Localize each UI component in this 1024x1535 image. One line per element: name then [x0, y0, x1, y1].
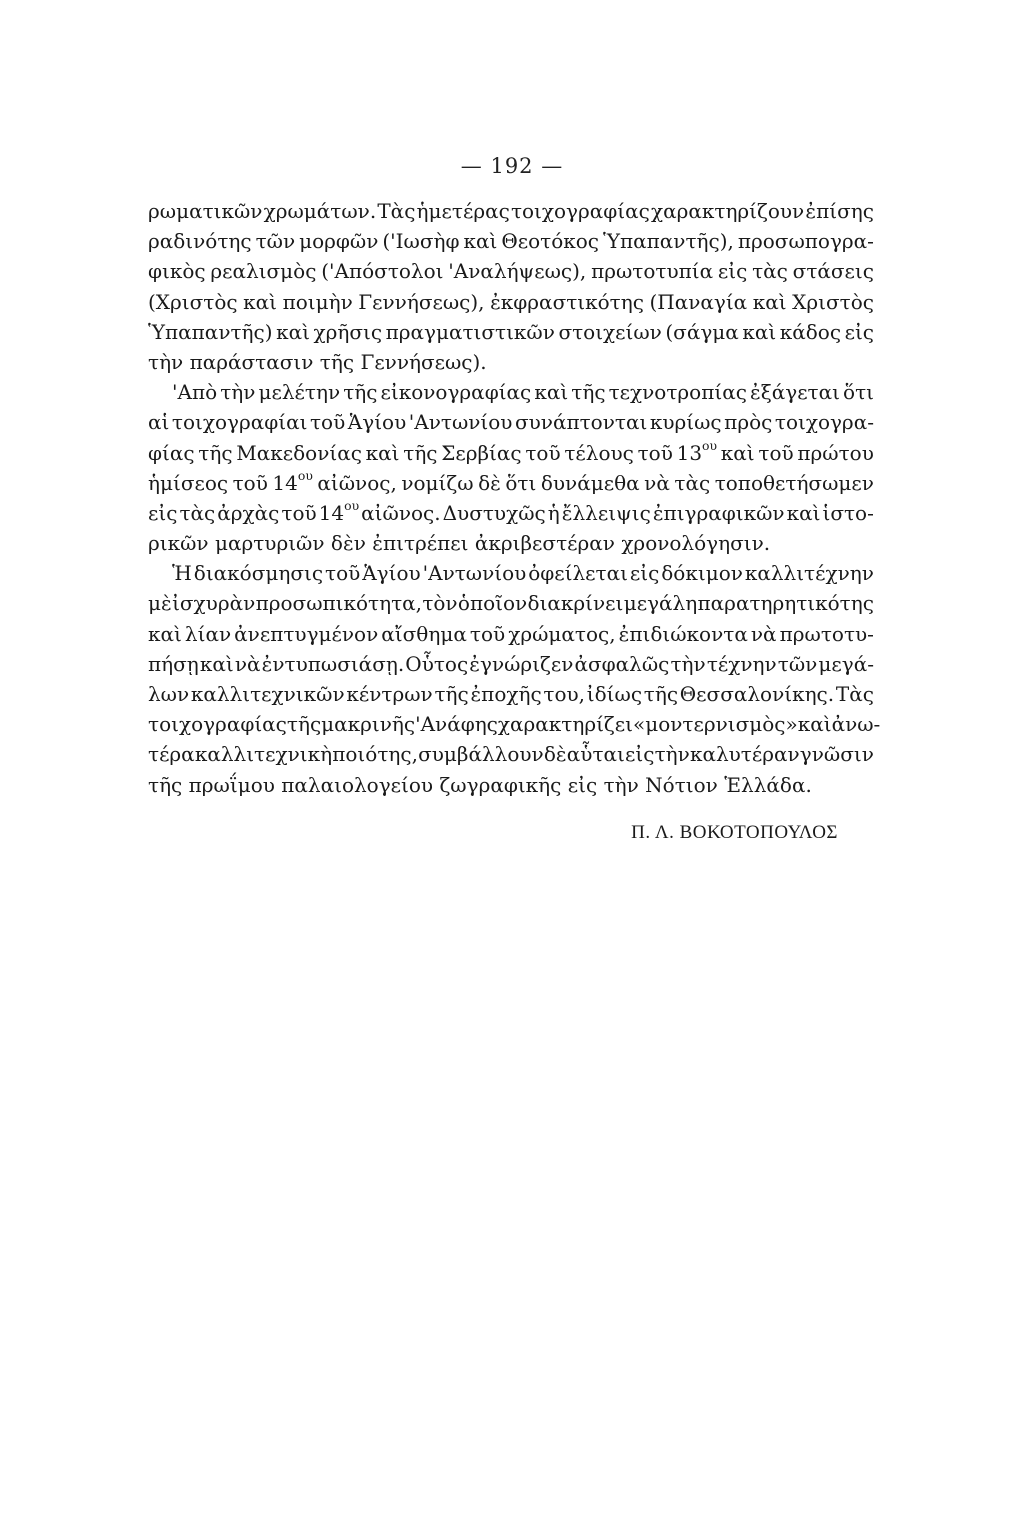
word: εἰς: [567, 772, 598, 797]
word: Χριστὸς: [792, 289, 874, 314]
word: φίας: [148, 440, 195, 465]
word: τῆς: [571, 380, 606, 405]
word: κυρίως: [649, 410, 722, 435]
word: πραγματιστικῶν: [385, 319, 555, 344]
text-line: [148, 287, 874, 317]
word: Ἑλλάδα.: [724, 772, 812, 797]
word: τῆς: [198, 440, 233, 465]
word: τῆς: [343, 380, 378, 405]
word: (Παναγία: [649, 289, 748, 314]
body-text: [148, 196, 881, 800]
word: δὲ: [543, 742, 567, 767]
text-line: [148, 649, 874, 679]
word: ἱστο-: [822, 500, 874, 525]
word: παρατηρητικότης: [697, 591, 874, 616]
word: τῆς: [434, 682, 469, 706]
word: Ἁγίου: [347, 410, 407, 435]
word: Δυστυχῶς: [442, 500, 546, 525]
word: τέρα: [148, 742, 195, 767]
word: ὀφείλεται: [528, 561, 628, 586]
word: τῆς: [286, 712, 322, 737]
word: πρὸς: [724, 410, 773, 435]
word: φικὸς: [148, 259, 206, 284]
text-line: [148, 528, 874, 558]
word: ὅτι: [843, 380, 874, 405]
text-line: [148, 196, 874, 226]
word: Θεοτόκος: [501, 229, 599, 254]
word: τοῦ: [637, 440, 673, 465]
word: τῆς: [643, 682, 679, 706]
word: καὶ: [365, 440, 400, 465]
word: ἐποχῆς: [470, 682, 542, 706]
word: τὴν: [220, 380, 256, 405]
word: καλλιτεχνικὴ: [194, 742, 333, 767]
word: τοῦ: [325, 561, 361, 586]
word: πρωτοτυπία: [591, 259, 714, 284]
word: εἰς: [844, 319, 874, 344]
word: $14^{o\upsilon}$: [318, 498, 360, 525]
word: καὶ: [752, 289, 787, 314]
word: διακόσμησις: [193, 561, 324, 586]
word: ἐπιτρέπει: [372, 531, 469, 556]
word: καὶ: [463, 229, 498, 254]
word: στάσεις: [792, 259, 874, 284]
word: ἀνεπτυγμένον: [234, 621, 379, 646]
paragraph: [148, 196, 874, 377]
word: 'Απὸ: [172, 380, 218, 405]
word: Οὗτος: [405, 651, 469, 676]
word: αὗται: [566, 742, 625, 767]
word: ἐπιγραφικῶν: [652, 500, 785, 525]
text-line: [148, 558, 874, 588]
word: χρονολόγησιν.: [621, 531, 771, 556]
word: δόκιμον: [661, 561, 743, 586]
text-line: [148, 739, 874, 769]
word: μακρινῆς: [321, 712, 416, 737]
page-number: — 192 —: [460, 154, 564, 178]
word: πήσῃ: [148, 651, 199, 676]
word: διακρίνει: [527, 591, 624, 616]
word: Νότιον: [645, 772, 718, 797]
word: στοιχείων: [558, 319, 662, 344]
word: νὰ: [750, 621, 777, 646]
word: ρεαλισμὸς: [210, 259, 317, 284]
word: ἔλλειψις: [561, 500, 651, 525]
text-line: [148, 468, 874, 498]
word: τοῦ: [758, 440, 794, 465]
word: ραδινότης: [148, 229, 252, 254]
word: 'Αντωνίου: [408, 410, 513, 435]
text-line: [148, 588, 874, 618]
word: τοῦ: [232, 470, 268, 495]
text-line: [148, 317, 874, 347]
word: νὰ: [644, 470, 670, 495]
text-line: [148, 679, 874, 709]
word: ἀρχὰς: [217, 500, 280, 525]
word: Ἡ: [172, 561, 192, 586]
text-line: [148, 770, 874, 800]
word: γνῶσιν: [799, 742, 874, 767]
word: καὶ: [720, 440, 755, 465]
word: καλλιτέχνην: [744, 561, 874, 586]
word: ἐξάγεται: [749, 380, 840, 405]
text-line: [148, 498, 874, 528]
word: τῶν: [777, 651, 818, 676]
word: τοιχογραφίας: [510, 199, 650, 223]
word: ρικῶν: [148, 531, 209, 556]
word: τοῦ: [281, 500, 317, 525]
word: εἰς: [717, 259, 748, 284]
ordinal-superscript: ου: [702, 437, 718, 453]
word: $13^{o\upsilon}$: [676, 437, 718, 465]
word: αἰῶνος.: [361, 500, 441, 525]
text-line: [148, 377, 874, 407]
word: τῆς: [319, 349, 355, 374]
word: μαρτυριῶν: [214, 531, 325, 556]
word: ὁποῖον: [457, 591, 528, 616]
word: μελέτην: [258, 380, 341, 405]
word: μορφῶν: [299, 229, 379, 254]
word: μὲ: [148, 591, 172, 616]
word: καὶ: [742, 319, 777, 344]
ordinal-superscript: ου: [344, 498, 360, 514]
word: ἡμίσεος: [148, 470, 229, 495]
word: μεγάλη: [623, 591, 698, 616]
word: τὴν: [654, 742, 690, 767]
word: συμβάλλουν: [418, 742, 544, 767]
word: Σερβίας: [441, 440, 522, 465]
word: ἀνω-: [831, 712, 881, 737]
word: τοῦ: [469, 621, 506, 646]
word: τῆς: [403, 440, 438, 465]
text-line: [148, 438, 874, 468]
text-line: [148, 256, 874, 286]
word: ὅτι: [505, 470, 537, 495]
text-line: [148, 709, 881, 739]
word: αἰῶνος,: [317, 470, 397, 495]
word: καὶ: [786, 500, 821, 525]
word: ἡ: [547, 500, 560, 525]
word: ποιότης,: [332, 742, 418, 767]
word: λων: [148, 682, 190, 706]
word: εἰς: [148, 500, 178, 525]
word: τοῦ: [309, 410, 346, 435]
word: 'Αντωνίου: [422, 561, 527, 586]
word: συνάπτονται: [515, 410, 648, 435]
word: καὶ: [148, 621, 182, 646]
word: προσωπικότητα,: [255, 591, 422, 616]
word: εἰς: [629, 561, 660, 586]
word: παράστασιν: [189, 349, 314, 374]
word: χρώματος,: [508, 621, 616, 646]
word: ἰδίως: [586, 682, 643, 706]
word: νομίζω: [401, 470, 474, 495]
word: τὴν: [670, 651, 706, 676]
text-line: [148, 619, 874, 649]
word: τὰς: [179, 500, 216, 525]
word: ἀσφαλῶς: [574, 651, 670, 676]
word: αἴσθημα: [381, 621, 467, 646]
text-line: [148, 347, 874, 377]
ordinal-superscript: ου: [297, 468, 313, 484]
word: τὰς: [752, 259, 788, 284]
word: τὴν: [603, 772, 639, 797]
word: τέλους: [564, 440, 634, 465]
word: ἐπίσης: [805, 199, 874, 223]
word: ἐντυπωσιάσῃ.: [261, 651, 405, 676]
word: δὲν: [330, 531, 366, 556]
word: 'Αναλήψεως),: [448, 259, 587, 284]
word: Μακεδονίας: [236, 440, 362, 465]
word: χρωμάτων.: [263, 199, 377, 223]
word: καὶ: [243, 289, 278, 314]
word: καλυτέραν: [689, 742, 800, 767]
word: τοιχογραφίαι: [171, 410, 308, 435]
word: του,: [543, 682, 586, 706]
word: ἐγνώριζεν: [469, 651, 574, 676]
word: πρώτου: [797, 440, 874, 465]
word: τοιχογρα-: [774, 410, 874, 435]
paragraph: [148, 558, 881, 800]
word: 'Ανάφης: [415, 712, 498, 737]
word: χαρακτηρίζουν: [650, 199, 805, 223]
word: ἐπιδιώκοντα: [618, 621, 748, 646]
word: καὶ: [534, 380, 569, 405]
word: Γεννήσεως),: [358, 289, 485, 314]
word: Τὰς: [835, 682, 874, 706]
word: κάδος: [779, 319, 842, 344]
word: παλαιολογείου: [281, 772, 434, 797]
word: τοῦ: [525, 440, 561, 465]
word: τῆς: [148, 772, 183, 797]
text-line: [148, 407, 874, 437]
word: τεχνοτροπίας: [608, 380, 747, 405]
word: Τὰς: [377, 199, 416, 223]
word: καὶ: [276, 319, 310, 344]
word: τοποθετήσωμεν: [714, 470, 874, 495]
word: ('Ιωσὴφ: [382, 229, 460, 254]
word: μεγά-: [818, 651, 874, 676]
text-line: [148, 226, 874, 256]
word: προσωπογρα-: [737, 229, 874, 254]
word: τὰς: [674, 470, 711, 495]
word: τέχνην: [706, 651, 777, 676]
word: νὰ: [234, 651, 261, 676]
word: Θεσσαλονίκης.: [679, 682, 835, 706]
paragraph: [148, 377, 874, 558]
author-signature: Π. Λ. ΒΟΚΟΤΟΠΟΥΛΟΣ: [631, 822, 838, 843]
word: Ὑπαπαντῆς): [148, 319, 273, 344]
word: τῶν: [255, 229, 296, 254]
word: αἱ: [148, 410, 170, 435]
word: ζωγραφικῆς: [439, 772, 562, 797]
word: λίαν: [184, 621, 232, 646]
word: πρωΐμου: [188, 772, 275, 797]
word: κέντρων: [346, 682, 433, 706]
word: χαρακτηρίζει: [497, 712, 633, 737]
word: ἐκφραστικότης: [490, 289, 644, 314]
word: εἰκονογραφίας: [380, 380, 532, 405]
word: ἰσχυρὰν: [172, 591, 256, 616]
word: «μοντερνισμὸς»: [632, 712, 798, 737]
word: (σάγμα: [665, 319, 739, 344]
word: Γεννήσεως).: [360, 349, 487, 374]
word: χρῆσις: [313, 319, 383, 344]
word: Ἁγίου: [362, 561, 421, 586]
word: ρωματικῶν: [148, 199, 263, 223]
word: δυνάμεθα: [540, 470, 640, 495]
word: τὴν: [148, 349, 184, 374]
word: ἡμετέρας: [416, 199, 510, 223]
word: τοιχογραφίας: [148, 712, 287, 737]
word: δὲ: [478, 470, 501, 495]
word: καὶ: [797, 712, 832, 737]
word: τὸν: [422, 591, 458, 616]
word: Ὑπαπαντῆς),: [602, 229, 734, 254]
word: ('Απόστολοι: [321, 259, 444, 284]
word: ποιμὴν: [282, 289, 353, 314]
word: $14^{o\upsilon}$: [272, 468, 313, 495]
word: εἰς: [625, 742, 655, 767]
word: καλλιτεχνικῶν: [190, 682, 345, 706]
word: (Χριστὸς: [148, 289, 238, 314]
word: καὶ: [199, 651, 234, 676]
word: πρωτοτυ-: [779, 621, 874, 646]
word: ἀκριβεστέραν: [474, 531, 615, 556]
